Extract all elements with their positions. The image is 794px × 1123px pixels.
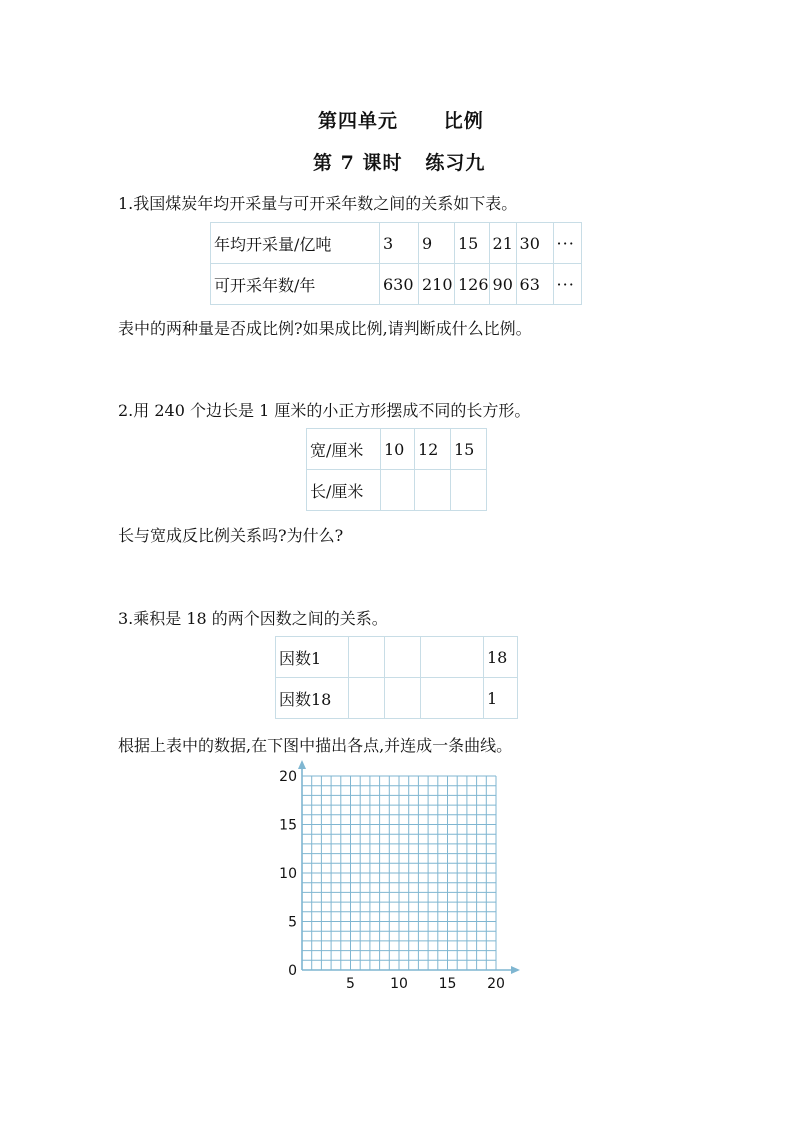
table-cell: 可开采年数/年: [211, 264, 380, 305]
table-row: [307, 470, 487, 511]
table-cell: ···: [553, 223, 581, 264]
table-cell: 1: [484, 678, 518, 719]
x-axis-arrow-icon: [511, 966, 520, 974]
table-cell: 因数1: [276, 637, 349, 678]
table-cell: 12: [415, 429, 451, 470]
table-cell: 15: [455, 223, 490, 264]
grid-lines: [302, 776, 496, 970]
table-cell: 21: [489, 223, 516, 264]
q2-text: 2.用 240 个边长是 1 厘米的小正方形摆成不同的长方形。: [118, 401, 531, 420]
table-cell: 15: [451, 429, 487, 470]
coordinate-grid[interactable]: [270, 760, 530, 995]
x-tick-label: 5: [346, 976, 355, 992]
table-cell: 年均开采量/亿吨: [211, 223, 380, 264]
lesson-number: 第 7 课时: [313, 152, 403, 174]
table-row: [211, 264, 582, 305]
table-cell: 10: [381, 429, 415, 470]
x-tick-label: 10: [390, 976, 408, 992]
y-tick-label: 15: [279, 817, 297, 834]
table-cell: 9: [419, 223, 455, 264]
table-row: [276, 678, 518, 719]
q2-question: 长与宽成反比例关系吗?为什么?: [118, 526, 344, 545]
q1-question: 表中的两种量是否成比例?如果成比例,请判断成什么比例。: [118, 319, 532, 338]
table-row: [307, 429, 487, 470]
tick-labels: [279, 769, 505, 992]
table-cell: [349, 678, 385, 719]
y-tick-label: 20: [279, 769, 297, 785]
table-cell: [385, 678, 421, 719]
table-cell: [381, 470, 415, 511]
table-cell: 30: [516, 223, 553, 264]
y-axis-arrow-icon: [298, 760, 306, 769]
table-cell: 63: [516, 264, 553, 305]
table-cell: [415, 470, 451, 511]
q1-text: 1.我国煤炭年均开采量与可开采年数之间的关系如下表。: [118, 194, 518, 213]
table-cell: [421, 637, 484, 678]
q3-instruction: 根据上表中的数据,在下图中描出各点,并连成一条曲线。: [118, 736, 513, 755]
table-row: [211, 223, 582, 264]
q2-table: [306, 428, 487, 511]
table-cell: 90: [489, 264, 516, 305]
unit-heading: [318, 106, 484, 133]
x-tick-label: 15: [438, 976, 457, 992]
table-cell: 长/厘米: [307, 470, 381, 511]
unit-title: 第四单元: [318, 110, 399, 132]
table-cell: 因数18: [276, 678, 349, 719]
y-tick-label: 10: [279, 866, 297, 882]
x-tick-label: 20: [487, 976, 505, 992]
lesson-heading: [313, 148, 485, 175]
y-tick-label: 5: [288, 914, 297, 931]
table-cell: [349, 637, 385, 678]
lesson-topic: 练习九: [425, 152, 486, 174]
table-cell: 126: [455, 264, 490, 305]
table-cell: 3: [380, 223, 419, 264]
unit-topic: 比例: [443, 110, 484, 132]
table-cell: 宽/厘米: [307, 429, 381, 470]
table-row: [276, 637, 518, 678]
table-cell: [421, 678, 484, 719]
q3-table: [275, 636, 518, 719]
q3-text: 3.乘积是 18 的两个因数之间的关系。: [118, 609, 388, 628]
q1-table: [210, 222, 582, 305]
table-cell: [451, 470, 487, 511]
y-tick-label: 0: [288, 963, 297, 979]
table-cell: [385, 637, 421, 678]
table-cell: 210: [419, 264, 455, 305]
table-cell: ···: [553, 264, 581, 305]
table-cell: 18: [484, 637, 518, 678]
table-cell: 630: [380, 264, 419, 305]
